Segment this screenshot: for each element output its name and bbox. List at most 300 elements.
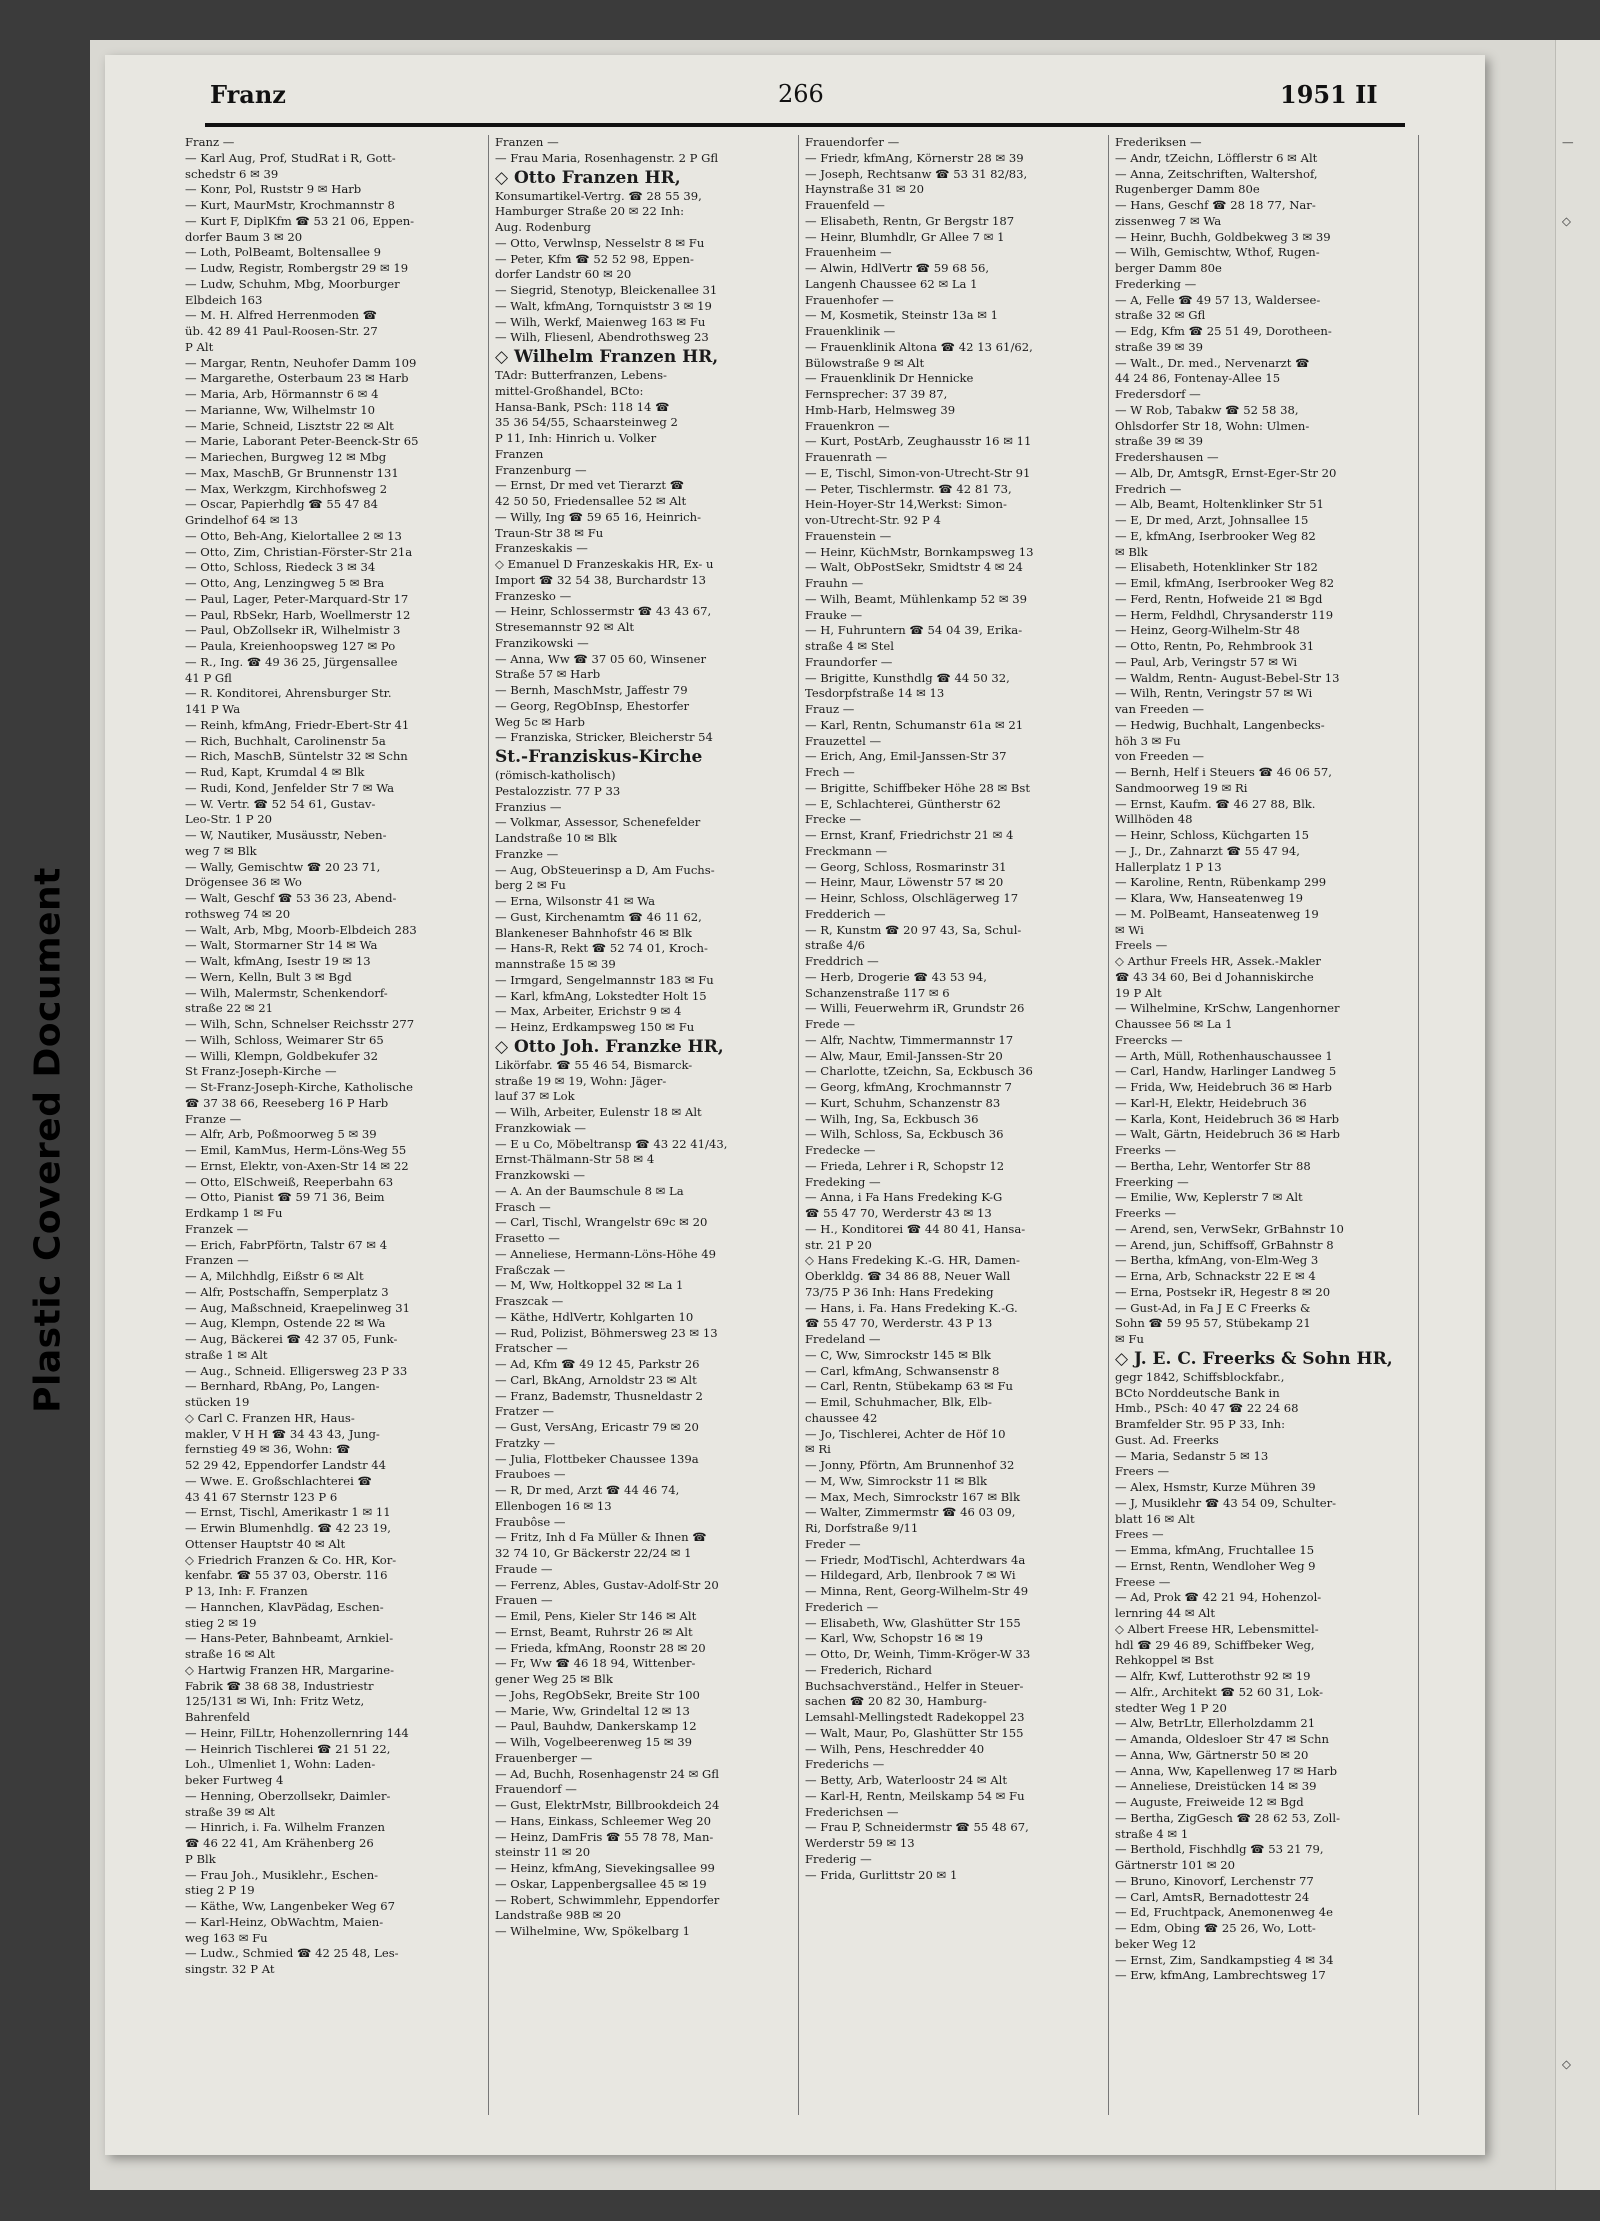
edge-fragment-line: [1562, 182, 1598, 198]
edge-fragment-line: [1562, 1458, 1598, 1474]
directory-entry-line: — Rud, Kapt, Krumdal 4 ✉ Blk: [185, 765, 365, 779]
edge-fragment-line: [1562, 513, 1598, 529]
directory-entry-line: — Paul, Arb, Veringstr 57 ✉ Wi: [1115, 654, 1298, 669]
directory-entry-line: Franzenburg —: [495, 462, 587, 477]
directory-entry-line: — Anna, i Fa Hans Fredeking K-G: [805, 1190, 1003, 1205]
directory-entry-line: straße 32 ✉ Gfl: [1115, 308, 1206, 323]
directory-entry-line: — Aug, ObSteuerinsp a D, Am Fuchs-: [495, 862, 715, 877]
directory-entry-line: ✉ Fu: [1115, 1332, 1144, 1346]
directory-entry-line: — Alfr., Architekt ☎ 52 60 31, Lok-: [1115, 1684, 1323, 1699]
directory-entry-line: — Carl, BkAng, Arnoldstr 23 ✉ Alt: [495, 1372, 697, 1387]
edge-fragment-line: [1562, 639, 1598, 655]
edge-fragment-line: [1562, 1852, 1598, 1868]
directory-entry-line: Frauenfeld —: [805, 198, 885, 212]
directory-entry-line: — Erich, FabrPförtn, Talstr 67 ✉ 4: [185, 1237, 388, 1252]
edge-fragment-line: [1562, 434, 1598, 450]
directory-entry-line: Hmb., PSch: 40 47 ☎ 22 24 68: [1115, 1401, 1299, 1416]
edge-fragment-line: [1562, 497, 1598, 513]
directory-entry-line: Fratscher —: [495, 1341, 568, 1356]
edge-fragment-line: [1562, 1285, 1598, 1301]
edge-fragment-line: [1562, 812, 1598, 828]
directory-entry-line: — Ferrenz, Ables, Gustav-Adolf-Str 20: [495, 1577, 719, 1592]
edge-fragment-line: [1562, 151, 1598, 167]
directory-entry-line: Fredderich —: [805, 906, 886, 921]
directory-entry-line: — Otto, Dr, Weinh, Timm-Kröger-W 33: [805, 1647, 1031, 1661]
directory-entry-line: Frederking —: [1115, 276, 1197, 291]
directory-entry-line: — Frau P, Schneidermstr ☎ 55 48 67,: [805, 1820, 1029, 1835]
directory-entry-line: Blankeneser Bahnhofstr 46 ✉ Blk: [495, 925, 692, 940]
directory-entry-line: — Hans, Geschf ☎ 28 18 77, Nar-: [1115, 198, 1316, 212]
directory-entry-line: Stresemannstr 92 ✉ Alt: [495, 620, 635, 634]
directory-entry-line: — Hedwig, Buchhalt, Langenbecks-: [1115, 717, 1325, 732]
directory-entry-line: Fredersdorf —: [1115, 387, 1201, 401]
directory-entry-line: Franzikowski —: [495, 635, 589, 650]
directory-entry-line: — Wilhelmine, Ww, Spökelbarg 1: [495, 1924, 690, 1938]
directory-entry-line: — Walt, Gärtn, Heidebruch 36 ✉ Harb: [1115, 1127, 1340, 1142]
directory-entry-line: ✉ Ri: [805, 1442, 831, 1457]
directory-entry-line: — Heinrich Tischlerei ☎ 21 51 22,: [185, 1741, 391, 1756]
directory-entry-line: — Erna, Arb, Schnackstr 22 E ✉ 4: [1115, 1269, 1316, 1283]
directory-entry-line: Frauboes —: [495, 1467, 566, 1482]
directory-entry-line: Bülowstraße 9 ✉ Alt: [805, 355, 925, 370]
directory-entry-line: van Freeden —: [1115, 702, 1204, 716]
edge-fragment-line: [1562, 954, 1598, 970]
directory-entry-line: — Karl-H, Rentn, Meilskamp 54 ✉ Fu: [805, 1788, 1025, 1803]
directory-entry-line: Freerking —: [1115, 1174, 1189, 1189]
edge-fragment-line: [1562, 545, 1598, 561]
directory-entry-line: straße 39 ✉ Alt: [185, 1804, 275, 1819]
header-running-head: Franz: [210, 80, 286, 109]
directory-entry-line: kenfabr. ☎ 55 37 03, Oberstr. 116: [185, 1568, 388, 1583]
edge-fragment-line: —: [1562, 135, 1574, 149]
directory-entry-line: — Otto, Rentn, Po, Rehmbrook 31: [1115, 639, 1315, 653]
directory-entry-line: 141 P Wa: [185, 702, 241, 716]
edge-fragment-line: [1562, 765, 1598, 781]
edge-fragment-line: [1562, 1883, 1598, 1899]
directory-entry-line: — M, Ww, Simrockstr 11 ✉ Blk: [805, 1473, 987, 1488]
directory-entry-line: Fredershausen —: [1115, 450, 1219, 464]
directory-entry-line: Freercks —: [1115, 1032, 1183, 1047]
directory-entry-line: ☎ 55 47 70, Werderstr 43 ✉ 13: [805, 1206, 992, 1220]
directory-entry-line: — Brigitte, Schiffbeker Höhe 28 ✉ Bst: [805, 780, 1031, 795]
edge-fragment-line: [1562, 1962, 1598, 1978]
directory-entry-line: — Alex, Hsmstr, Kurze Mühren 39: [1115, 1480, 1316, 1494]
directory-entry-line: Gärtnerstr 101 ✉ 20: [1115, 1858, 1236, 1872]
directory-entry-line: Freese —: [1115, 1574, 1171, 1589]
directory-entry-line: — Otto, ElSchweiß, Reeperbahn 63: [185, 1174, 394, 1189]
directory-entry-line: Fraubôse —: [495, 1514, 566, 1529]
edge-fragment-line: [1562, 1946, 1598, 1962]
directory-entry-line: — Anna, Zeitschriften, Waltershof,: [1115, 166, 1318, 181]
directory-entry-line: Elbdeich 163: [185, 292, 263, 307]
directory-entry-line: chaussee 42: [805, 1410, 878, 1425]
directory-entry-line: Freddrich —: [805, 954, 879, 968]
directory-entry-line: — Frau Joh., Musiklehr., Eschen-: [185, 1867, 379, 1882]
directory-entry-line: Frauenberger —: [495, 1750, 593, 1765]
directory-entry-line: Frauenklinik —: [805, 324, 896, 338]
directory-entry-line: — Fritz, Inh d Fa Müller & Ihnen ☎: [495, 1530, 707, 1545]
directory-entry-line: — Berthold, Fischhdlg ☎ 53 21 79,: [1115, 1842, 1324, 1857]
directory-entry-line: ☎ 43 34 60, Bei d Johanniskirche: [1115, 969, 1314, 984]
edge-fragment-line: [1562, 560, 1598, 576]
edge-fragment-line: [1562, 734, 1598, 750]
directory-entry-line: — Ernst, Kranf, Friedrichstr 21 ✉ 4: [805, 828, 1014, 842]
directory-entry-line: — Frida, Gurlittstr 20 ✉ 1: [805, 1867, 958, 1882]
directory-entry-line: — Heinr, FilLtr, Hohenzollernring 144: [185, 1725, 409, 1740]
directory-entry-line: — Heinz, kfmAng, Sievekingsallee 99: [495, 1861, 715, 1875]
directory-entry-line: Likörfabr. ☎ 55 46 54, Bismarck-: [495, 1057, 693, 1072]
edge-fragment-line: [1562, 1742, 1598, 1758]
directory-entry-line: Franzke —: [495, 846, 559, 861]
directory-entry-line: Frasetto —: [495, 1231, 560, 1245]
directory-entry-line: — Herb, Drogerie ☎ 43 53 94,: [805, 969, 987, 984]
directory-entry-line: — Frieda, kfmAng, Roonstr 28 ✉ 20: [495, 1640, 706, 1655]
directory-entry-line: Fraszcak —: [495, 1294, 564, 1308]
directory-entry-line: — Paul, ObZollsekr iR, Wilhelmistr 3: [185, 623, 401, 638]
directory-entry-line: Ri, Dorfstraße 9/11: [805, 1521, 919, 1535]
directory-entry-line: straße 1 ✉ Alt: [185, 1347, 268, 1362]
directory-entry-line: von-Utrecht-Str. 92 P 4: [805, 513, 941, 527]
directory-entry-line: BCto Norddeutsche Bank in: [1115, 1385, 1280, 1400]
directory-entry-line: — Wilh, Schn, Schnelser Reichsstr 277: [185, 1017, 415, 1031]
directory-entry-line: straße 4 ✉ Stel: [805, 639, 894, 653]
edge-fragment-line: [1562, 749, 1598, 765]
directory-entry-line: — Heinr, Schloss, Küchgarten 15: [1115, 828, 1310, 842]
directory-entry-line: Fabrik ☎ 38 68 38, Industriestr: [185, 1678, 374, 1693]
directory-entry-line: — R., Ing. ☎ 49 36 25, Jürgensallee: [185, 654, 398, 669]
directory-entry-line: fernstieg 49 ✉ 36, Wohn: ☎: [185, 1442, 351, 1457]
edge-fragment-line: [1562, 1537, 1598, 1553]
directory-entry-line: — Bernh, MaschMstr, Jaffestr 79: [495, 683, 688, 697]
edge-fragment-line: [1562, 1600, 1598, 1616]
directory-entry-line: Hansa-Bank, PSch: 118 14 ☎: [495, 399, 670, 414]
edge-fragment-line: [1562, 1931, 1598, 1947]
directory-entry-line: — Karl-H, Elektr, Heidebruch 36: [1115, 1095, 1307, 1110]
directory-entry-line: Frederig —: [805, 1851, 872, 1866]
directory-entry-line: TAdr: Butterfranzen, Lebens-: [495, 368, 667, 382]
directory-entry-line: — Aug., Schneid. Elligersweg 23 P 33: [185, 1363, 408, 1378]
directory-entry-line: Hallerplatz 1 P 13: [1115, 859, 1222, 874]
directory-entry-line: Fraßczak —: [495, 1262, 566, 1277]
directory-entry-line: Ernst-Thälmann-Str 58 ✉ 4: [495, 1152, 655, 1167]
edge-fragment-line: [1562, 1348, 1598, 1364]
edge-fragment-line: [1562, 1915, 1598, 1931]
directory-entry-line: — Erw, kfmAng, Lambrechtsweg 17: [1115, 1968, 1326, 1983]
edge-fragment-line: [1562, 1726, 1598, 1742]
directory-entry-line: — Carl, Handw, Harlinger Landweg 5: [1115, 1064, 1337, 1079]
directory-entry-line: — Ernst, Dr med vet Tierarzt ☎: [495, 478, 685, 493]
directory-entry-line: — M, Kosmetik, Steinstr 13a ✉ 1: [805, 308, 999, 323]
directory-entry-line: Fernsprecher: 37 39 87,: [805, 387, 948, 401]
edge-fragment-line: [1562, 1143, 1598, 1159]
directory-entry-line: Franzkowiak —: [495, 1120, 586, 1135]
directory-entry-line: — Amanda, Oldesloer Str 47 ✉ Schn: [1115, 1732, 1329, 1746]
directory-entry-line: Franzius —: [495, 799, 562, 814]
directory-entry-line: Hmb-Harb, Helmsweg 39: [805, 402, 956, 417]
directory-entry-line: ◇ Albert Freese HR, Lebensmittel-: [1115, 1621, 1319, 1636]
directory-entry-line: — C, Ww, Simrockstr 145 ✉ Blk: [805, 1347, 991, 1362]
directory-entry-line: Willhöden 48: [1115, 812, 1193, 827]
edge-fragment-line: [1562, 1789, 1598, 1805]
directory-entry-line: — Heinz, DamFris ☎ 55 78 78, Man-: [495, 1829, 714, 1844]
directory-entry-line: — Emil, KamMus, Herm-Löns-Weg 55: [185, 1143, 407, 1157]
directory-entry-line: Frauzettel —: [805, 733, 882, 748]
edge-fragment-line: [1562, 1868, 1598, 1884]
edge-fragment-line: [1562, 2088, 1598, 2104]
directory-entry-line: — M. H. Alfred Herrenmoden ☎: [185, 308, 378, 323]
directory-entry-line: — Walt, Stormarner Str 14 ✉ Wa: [185, 938, 378, 953]
directory-entry-line: — Loth, PolBeamt, Boltensallee 9: [185, 245, 382, 260]
edge-fragment-line: [1562, 686, 1598, 702]
directory-entry-line: Frederiksen —: [1115, 135, 1202, 149]
edge-fragment-line: [1562, 623, 1598, 639]
directory-entry-line: rothsweg 74 ✉ 20: [185, 906, 291, 921]
edge-fragment-line: [1562, 1505, 1598, 1521]
directory-entry-line: — Hans, i. Fa. Hans Fredeking K.-G.: [805, 1300, 1018, 1315]
directory-entry-line: — Emil, Schuhmacher, Blk, Elb-: [805, 1395, 992, 1409]
directory-entry-line: 41 P Gfl: [185, 670, 232, 685]
edge-fragment-line: [1562, 1647, 1598, 1663]
edge-fragment-line: [1562, 1316, 1598, 1332]
edge-fragment-line: [1562, 1332, 1598, 1348]
directory-entry-line: — Margar, Rentn, Neuhofer Damm 109: [185, 355, 417, 370]
directory-entry-line: — Robert, Schwimmlehr, Eppendorfer: [495, 1892, 720, 1907]
directory-entry-line: — A, Felle ☎ 49 57 13, Waldersee-: [1115, 292, 1321, 307]
directory-entry-line: — Rudi, Kond, Jenfelder Str 7 ✉ Wa: [185, 780, 395, 795]
directory-entry-line: ◇ Hartwig Franzen HR, Margarine-: [185, 1662, 395, 1677]
edge-fragment-line: [1562, 1269, 1598, 1285]
edge-fragment-line: [1562, 986, 1598, 1002]
directory-entry-line: — Arend, sen, VerwSekr, GrBahnstr 10: [1115, 1221, 1344, 1236]
directory-entry-line: — Friedr, kfmAng, Körnerstr 28 ✉ 39: [805, 150, 1024, 165]
directory-entry-line: Langenh Chaussee 62 ✉ La 1: [805, 276, 978, 291]
edge-fragment-line: [1562, 1222, 1598, 1238]
directory-entry-line: Frederichs —: [805, 1757, 885, 1772]
directory-entry-line: str. 21 P 20: [805, 1237, 872, 1252]
edge-fragment-line: [1562, 923, 1598, 939]
edge-fragment-line: [1562, 891, 1598, 907]
directory-entry-line: — Heinr, Schloss, Olschlägerweg 17: [805, 891, 1019, 905]
edge-fragment-line: [1562, 1994, 1598, 2010]
directory-entry-line: — Andr, tZeichn, Löfflerstr 6 ✉ Alt: [1115, 150, 1318, 165]
directory-entry-line: Fratzky —: [495, 1435, 556, 1450]
directory-entry-line: berg 2 ✉ Fu: [495, 878, 566, 893]
edge-fragment-line: [1562, 938, 1598, 954]
directory-entry-line: Frauz —: [805, 702, 855, 716]
directory-entry-line: höh 3 ✉ Fu: [1115, 733, 1181, 748]
directory-entry-line: — Emil, Pens, Kieler Str 146 ✉ Alt: [495, 1609, 697, 1623]
directory-entry-line: ◇ Arthur Freels HR, Assek.-Makler: [1115, 954, 1321, 968]
directory-entry-line: Aug. Rodenburg: [495, 220, 591, 234]
edge-fragment-line: [1562, 828, 1598, 844]
directory-entry-line: — Charlotte, tZeichn, Sa, Eckbusch 36: [805, 1064, 1033, 1079]
directory-entry-line: Freerks —: [1115, 1143, 1177, 1157]
directory-entry-line: — Ad, Kfm ☎ 49 12 45, Parkstr 26: [495, 1357, 700, 1371]
directory-entry-line: üb. 42 89 41 Paul-Roosen-Str. 27: [185, 324, 378, 338]
directory-entry-line: Ellenbogen 16 ✉ 13: [495, 1498, 612, 1513]
directory-entry-line: (römisch-katholisch): [495, 768, 616, 782]
directory-entry-line: — Karla, Kont, Heidebruch 36 ✉ Harb: [1115, 1111, 1340, 1126]
directory-entry-line: gener Weg 25 ✉ Blk: [495, 1672, 613, 1686]
edge-fragment-line: [1562, 1474, 1598, 1490]
directory-entry-line: — Otto, Ang, Lenzingweg 5 ✉ Bra: [185, 576, 385, 590]
edge-fragment-line: [1562, 1127, 1598, 1143]
edge-fragment-line: [1562, 1253, 1598, 1269]
directory-entry-line: straße 22 ✉ 21: [185, 1001, 273, 1016]
directory-entry-line: blatt 16 ✉ Alt: [1115, 1511, 1195, 1526]
directory-entry-line: — Konr, Pol, Ruststr 9 ✉ Harb: [185, 182, 362, 197]
directory-entry-line: gegr 1842, Schiffsblockfabr.,: [1115, 1369, 1285, 1384]
directory-entry-line: — Anneliese, Hermann-Löns-Höhe 49: [495, 1246, 717, 1261]
edge-fragment-line: [1562, 1175, 1598, 1191]
directory-entry-line: hdl ☎ 29 46 89, Schiffbeker Weg,: [1115, 1637, 1315, 1652]
directory-entry-line: — Emil, kfmAng, Iserbrooker Weg 82: [1115, 576, 1335, 590]
edge-fragment-line: ◇: [1562, 213, 1571, 228]
edge-fragment-line: [1562, 1773, 1598, 1789]
directory-entry-line: P 13, Inh: F. Franzen: [185, 1584, 308, 1598]
directory-entry-line: straße 39 ✉ 39: [1115, 434, 1203, 449]
directory-entry-line: Frauenkron —: [805, 418, 890, 433]
directory-entry-line: — E u Co, Möbeltransp ☎ 43 22 41/43,: [495, 1136, 728, 1151]
directory-entry-line: Landstraße 98B ✉ 20: [495, 1908, 621, 1923]
edge-fragment-line: [1562, 230, 1598, 246]
edge-fragment-line: [1562, 1033, 1598, 1049]
directory-entry-line: — Anna, Ww, Kapellenweg 17 ✉ Harb: [1115, 1763, 1338, 1778]
directory-entry-line: — Otto, Zim, Christian-Förster-Str 21a: [185, 544, 413, 559]
directory-entry-line: — Rich, MaschB, Süntelstr 32 ✉ Schn: [185, 749, 408, 764]
directory-entry-line: — Karl, kfmAng, Lokstedter Holt 15: [495, 988, 707, 1003]
directory-entry-line: — Karl-Heinz, ObWachtm, Maien-: [185, 1914, 384, 1929]
directory-entry-line: — Brigitte, Kunsthdlg ☎ 44 50 32,: [805, 670, 1010, 685]
edge-fragment-line: [1562, 907, 1598, 923]
directory-entry-line: — Käthe, HdlVertr, Kohlgarten 10: [495, 1309, 694, 1324]
directory-entry-line: — Betty, Arb, Waterloostr 24 ✉ Alt: [805, 1773, 1008, 1787]
directory-entry-line: Fraude —: [495, 1561, 553, 1576]
directory-entry-line: — R, Kunstm ☎ 20 97 43, Sa, Schul-: [805, 922, 1022, 937]
adjacent-page-column-fragment: [1562, 135, 1598, 2125]
directory-entry-line: Pestalozzistr. 77 P 33: [495, 783, 621, 798]
column-divider: [798, 135, 799, 2115]
directory-entry-line: Frees —: [1115, 1527, 1164, 1542]
directory-entry-line: — Irmgard, Sengelmannstr 183 ✉ Fu: [495, 972, 714, 987]
directory-entry-line: Erdkamp 1 ✉ Fu: [185, 1206, 283, 1220]
directory-entry-line: Frauhn —: [805, 576, 864, 590]
directory-entry-line: — Rich, Buchhalt, Carolinenstr 5a: [185, 733, 386, 748]
directory-entry-line: Frech —: [805, 765, 855, 779]
directory-entry-line: Franzek —: [185, 1221, 249, 1236]
directory-entry-line: — Marie, Schneid, Lisztstr 22 ✉ Alt: [185, 418, 394, 433]
directory-entry-line: Frasch —: [495, 1199, 551, 1214]
directory-entry-line: — Willy, Ing ☎ 59 65 16, Heinrich-: [495, 509, 702, 524]
directory-entry-line: Straße 57 ✉ Harb: [495, 667, 601, 682]
directory-entry-line: — Gust-Ad, in Fa J E C Freerks &: [1115, 1300, 1311, 1315]
directory-entry-line: — Frauenklinik Dr Hennicke: [805, 371, 974, 386]
directory-column-3: [805, 135, 1100, 2125]
directory-entry-line: Freerks —: [1115, 1206, 1177, 1220]
edge-fragment-line: [1562, 875, 1598, 891]
directory-entry-line: Leo-Str. 1 P 20: [185, 812, 272, 827]
directory-entry-line: — Anneliese, Dreistücken 14 ✉ 39: [1115, 1779, 1317, 1794]
directory-entry-line: — Friedr, ModTischl, Achterdwars 4a: [805, 1552, 1026, 1567]
directory-entry-line: — Frida, Ww, Heidebruch 36 ✉ Harb: [1115, 1080, 1332, 1094]
directory-entry-line: — Alfr, Postschaffn, Semperplatz 3: [185, 1284, 389, 1299]
directory-entry-line: — W, Nautiker, Musäusstr, Neben-: [185, 828, 387, 842]
directory-entry-line: — Karl, Rentn, Schumanstr 61a ✉ 21: [805, 717, 1024, 732]
directory-entry-line: ☎ 46 22 41, Am Krähenberg 26: [185, 1836, 374, 1850]
directory-column-1: [185, 135, 480, 2125]
directory-entry-line: — Walt, ObPostSekr, Smidtstr 4 ✉ 24: [805, 560, 1023, 575]
directory-entry-line: — Arend, jun, Schiffsoff, GrBahnstr 8: [1115, 1237, 1334, 1252]
directory-entry-line: — Otto, Verwlnsp, Nesselstr 8 ✉ Fu: [495, 235, 705, 250]
directory-entry-line: — E, Tischl, Simon-von-Utrecht-Str 91: [805, 465, 1031, 480]
edge-fragment-line: [1562, 356, 1598, 372]
directory-entry-line: Franze —: [185, 1111, 242, 1126]
directory-entry-line: ☎ 55 47 70, Werderstr. 43 P 13: [805, 1316, 993, 1331]
directory-entry-line: — Otto, Schloss, Riedeck 3 ✉ 34: [185, 560, 376, 575]
directory-entry-line: — Ernst, Tischl, Amerikastr 1 ✉ 11: [185, 1505, 391, 1520]
directory-entry-line: Fredeking —: [805, 1174, 881, 1189]
directory-entry-line: — Henning, Oberzollsekr, Daimler-: [185, 1788, 391, 1803]
directory-entry-line: beker Weg 12: [1115, 1936, 1197, 1951]
directory-entry-line: Sohn ☎ 59 95 57, Stübekamp 21: [1115, 1316, 1311, 1331]
directory-entry-line: Franzen: [495, 446, 544, 461]
directory-entry-line: — Bruno, Kinovorf, Lerchenstr 77: [1115, 1873, 1314, 1888]
directory-entry-line: P Alt: [185, 339, 214, 354]
header-page-number: 266: [778, 80, 824, 108]
directory-entry-line: — Aug, Maßschneid, Kraepelinweg 31: [185, 1300, 410, 1315]
directory-entry-line: — H, Fuhruntern ☎ 54 04 39, Erika-: [805, 623, 1023, 638]
edge-fragment-line: [1562, 450, 1598, 466]
directory-entry-line: — Margarethe, Osterbaum 23 ✉ Harb: [185, 371, 409, 386]
directory-entry-line: — Erna, Postsekr iR, Hegestr 8 ✉ 20: [1115, 1284, 1331, 1299]
directory-entry-line: — Herm, Feldhdl, Chrysanderstr 119: [1115, 607, 1334, 622]
directory-entry-line: Frauendorfer —: [805, 135, 900, 149]
directory-entry-line: — Carl, AmtsR, Bernadottestr 24: [1115, 1889, 1310, 1904]
directory-entry-line: stedter Weg 1 P 20: [1115, 1700, 1227, 1715]
directory-entry-line: Franzesko —: [495, 588, 572, 603]
directory-entry-line: lauf 37 ✉ Lok: [495, 1089, 575, 1104]
directory-entry-line: — Joseph, Rechtsanw ☎ 53 31 82/83,: [805, 166, 1028, 181]
edge-fragment-line: [1562, 1820, 1598, 1836]
directory-entry-line: — Franz, Bademstr, Thusneldastr 2: [495, 1388, 703, 1403]
directory-entry-line: — Heinz, Georg-Wilhelm-Str 48: [1115, 623, 1300, 638]
directory-entry-line: — Georg, Schloss, Rosmarinstr 31: [805, 859, 1007, 874]
directory-entry-line: — Bertha, Lehr, Wentorfer Str 88: [1115, 1158, 1311, 1173]
directory-entry-line: ◇ Otto Joh. Franzke HR,: [495, 1036, 724, 1057]
edge-fragment-line: [1562, 1978, 1598, 1994]
directory-entry-line: Gust. Ad. Freerks: [1115, 1432, 1219, 1447]
edge-fragment-line: [1562, 1836, 1598, 1852]
directory-entry-line: Frecke —: [805, 812, 862, 827]
directory-entry-line: — Minna, Rent, Georg-Wilhelm-Str 49: [805, 1584, 1029, 1598]
edge-fragment-line: [1562, 1568, 1598, 1584]
edge-fragment-line: [1562, 1112, 1598, 1128]
edge-fragment-line: [1562, 1490, 1598, 1506]
directory-entry-line: — St-Franz-Joseph-Kirche, Katholische: [185, 1080, 414, 1094]
directory-entry-line: — Oskar, Lappenbergsallee 45 ✉ 19: [495, 1876, 707, 1891]
edge-fragment-line: [1562, 1301, 1598, 1317]
directory-entry-line: — Erich, Ang, Emil-Janssen-Str 37: [805, 749, 1007, 764]
directory-entry-line: — Max, Arbeiter, Erichstr 9 ✉ 4: [495, 1004, 682, 1019]
directory-entry-line: — Karl, Ww, Schopstr 16 ✉ 19: [805, 1631, 984, 1646]
directory-entry-line: — Kurt, Schuhm, Schanzenstr 83: [805, 1095, 1001, 1110]
directory-entry-line: Grindelhof 64 ✉ 13: [185, 513, 298, 527]
header-rule: [205, 123, 1405, 127]
directory-entry-line: — Wilh, Gemischtw, Wthof, Rugen-: [1115, 245, 1320, 260]
directory-entry-line: — Heinz, Erdkampsweg 150 ✉ Fu: [495, 1020, 695, 1034]
edge-fragment-line: [1562, 1017, 1598, 1033]
directory-entry-line: Franzen —: [495, 135, 559, 149]
